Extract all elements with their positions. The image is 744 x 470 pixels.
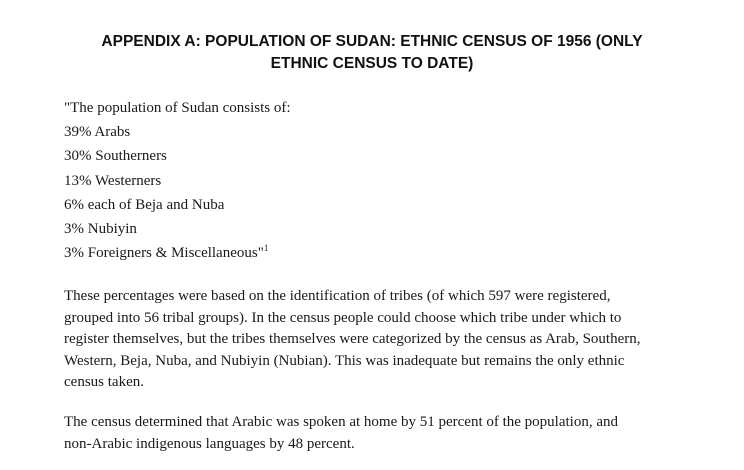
paragraph-line: register themselves, but the tribes themselves were categorized by the census as Arab, Southern, <box>64 331 641 347</box>
paragraph-languages <box>64 412 684 455</box>
quote-item: 6% each of Beja and Nuba <box>64 196 225 213</box>
quote-item-last-text: 3% Foreigners & Miscellaneous" <box>64 245 264 262</box>
appendix-heading <box>40 31 704 75</box>
paragraph-line: grouped into 56 tribal groups). In the census people could choose which tribe under which to <box>64 309 622 326</box>
paragraph-line: The census determined that Arabic was spoken at home by 51 percent of the population, and <box>64 414 619 430</box>
paragraph-line: Western, Beja, Nuba, and Nubiyin (Nubian). This was inadequate but remains the only ethnic <box>64 352 625 369</box>
quote-item: 13% Westerners <box>64 172 162 189</box>
paragraph-line: These percentages were based on the identification of tribes (of which 597 were registered, <box>64 288 611 304</box>
heading-line-2: ETHNIC CENSUS TO DATE) <box>270 55 474 72</box>
quote-item: 30% Southerners <box>64 148 167 165</box>
footnote-marker: 1 <box>263 243 269 254</box>
quote-item-last <box>64 241 291 265</box>
paragraph-line: census taken. <box>64 374 144 390</box>
quote-intro: "The population of Sudan consists of: <box>64 100 291 116</box>
population-quote <box>64 96 291 265</box>
quote-item: 3% Nubiyin <box>64 220 137 237</box>
quote-item: 39% Arabs <box>64 124 131 141</box>
paragraph-line: non-Arabic indigenous languages by 48 percent. <box>64 435 355 452</box>
heading-line-1: APPENDIX A: POPULATION OF SUDAN: ETHNIC CENSUS OF 1956 (ONLY <box>101 33 643 50</box>
paragraph-census-method <box>64 286 684 394</box>
